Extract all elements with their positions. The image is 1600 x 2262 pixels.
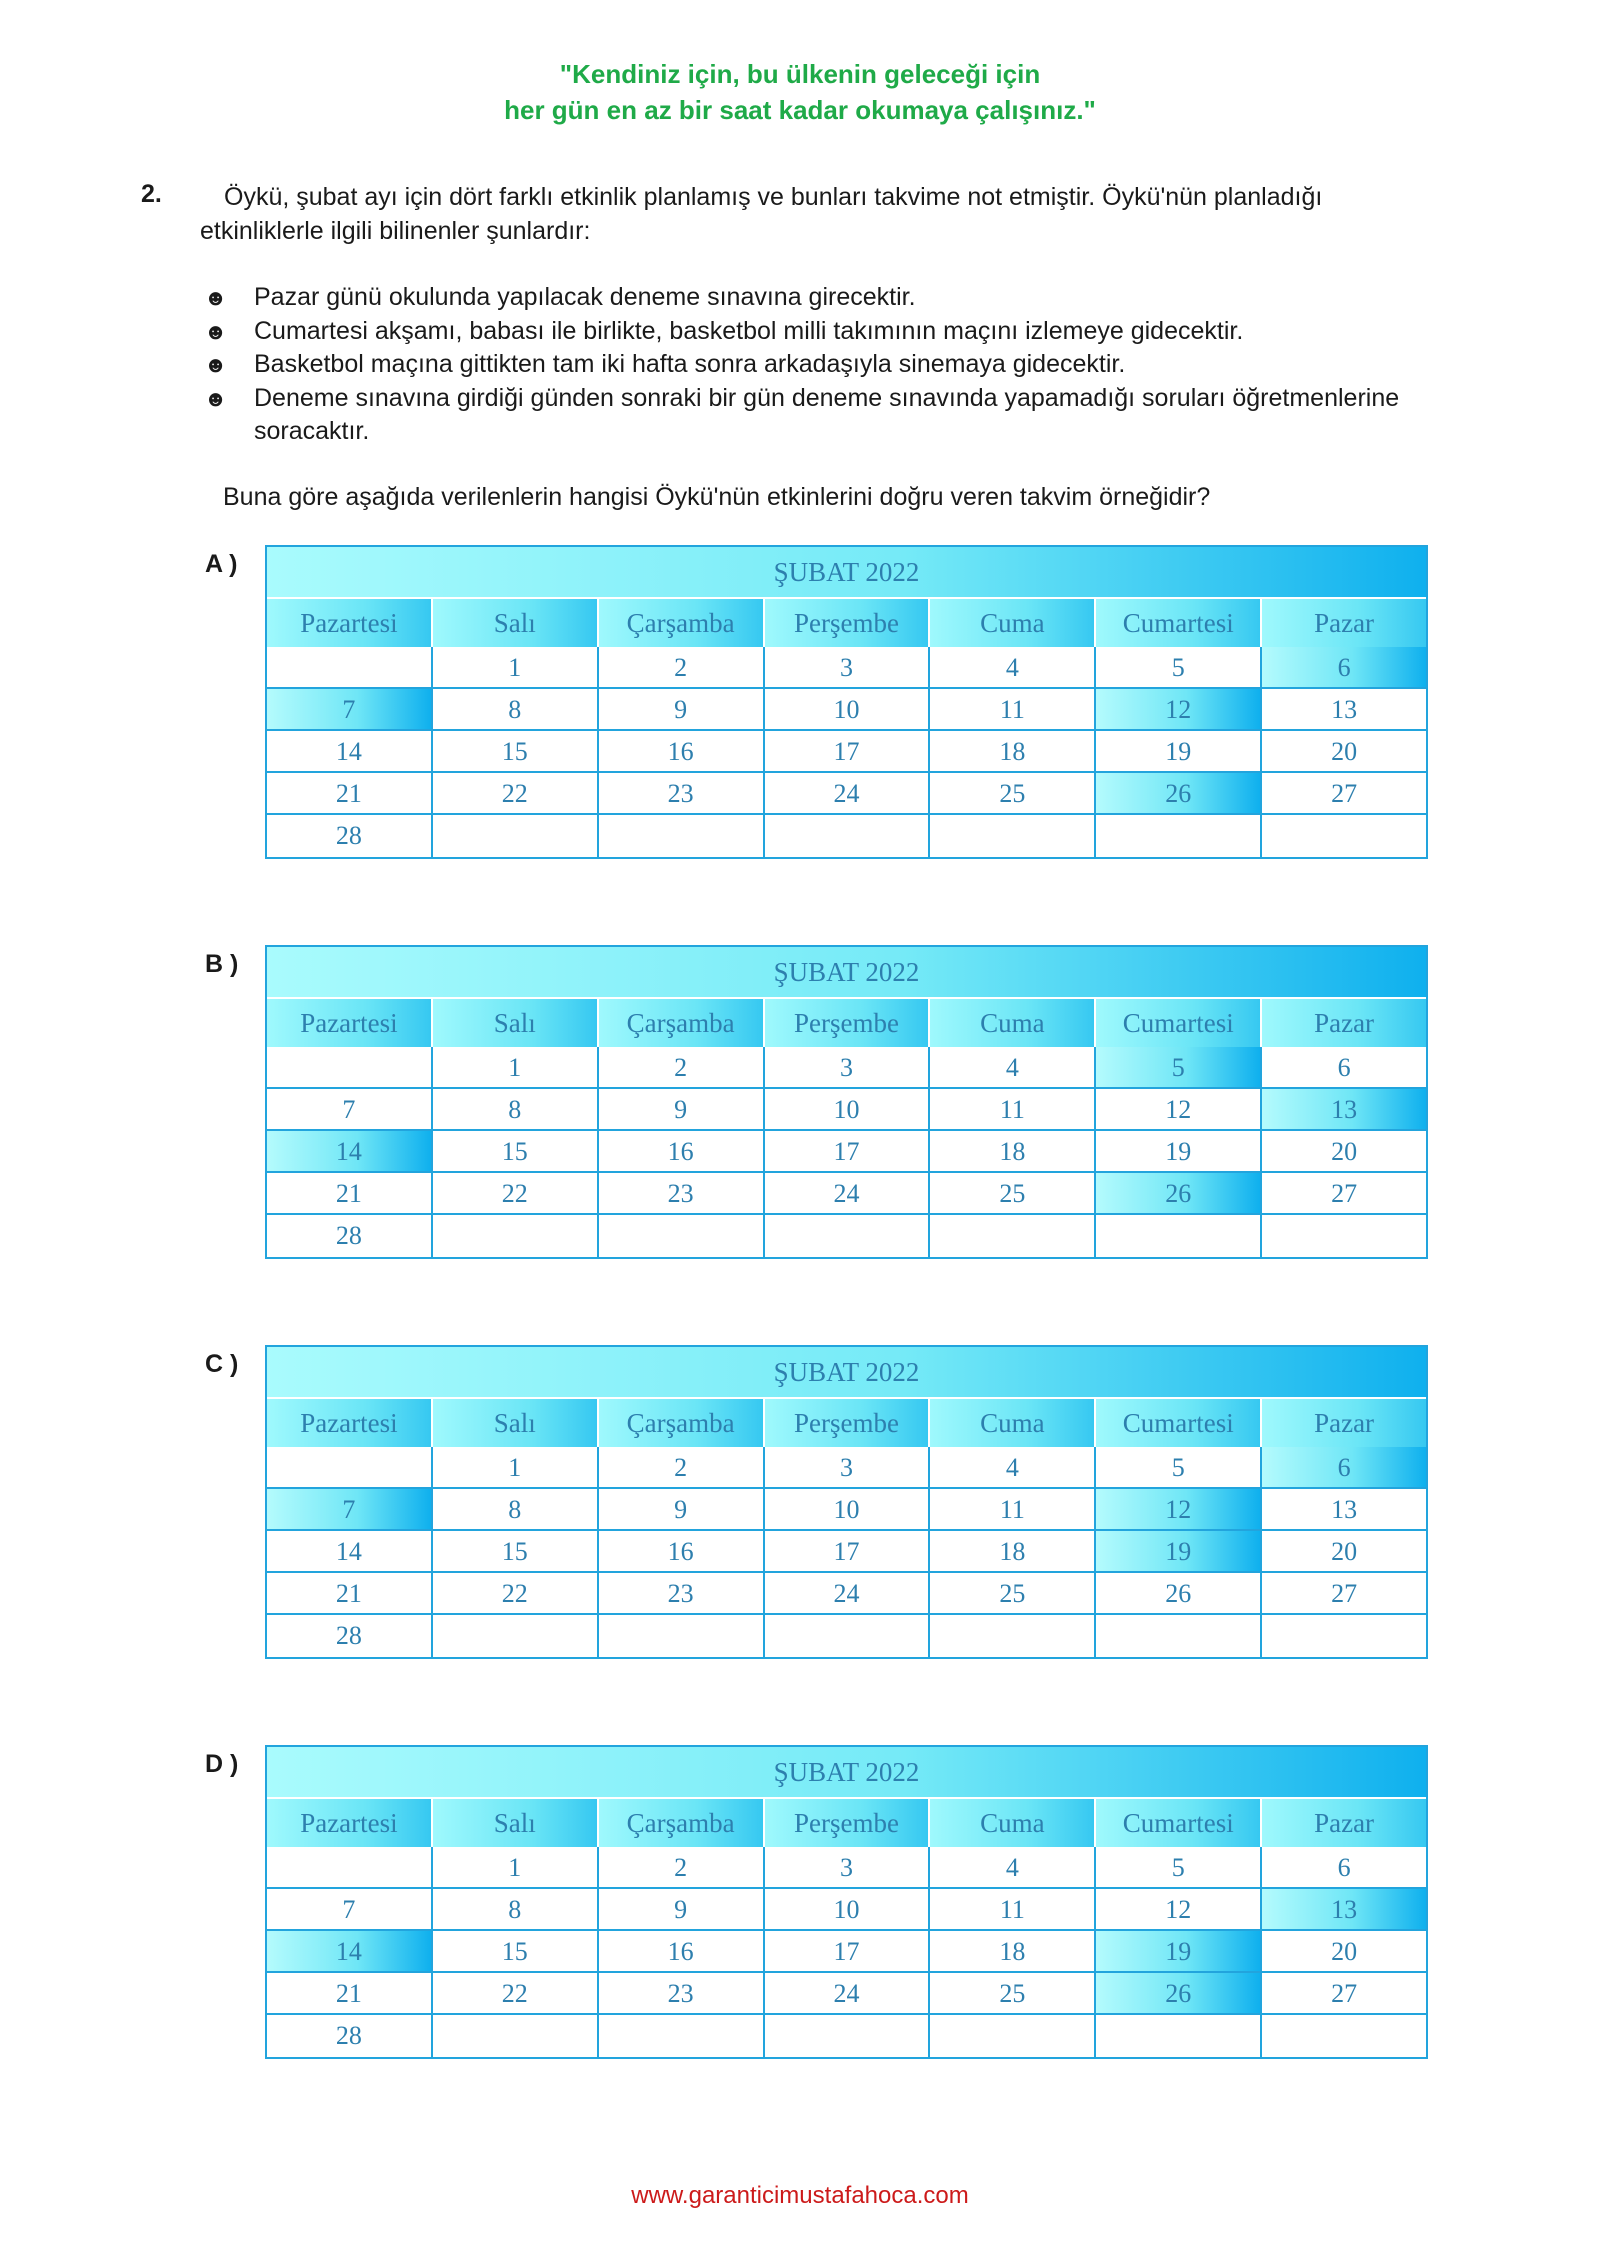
- date-cell: 15: [433, 731, 599, 773]
- date-cell: [1262, 1215, 1426, 1257]
- calendar-week-row: [267, 815, 1426, 857]
- calendar-week-row: [267, 689, 1426, 731]
- list-item: [204, 382, 1444, 449]
- date-cell: [433, 815, 599, 857]
- date-cell: 23: [599, 1573, 765, 1615]
- date-cell: 1: [433, 1047, 599, 1089]
- date-cell: 17: [765, 731, 931, 773]
- date-cell: [267, 647, 433, 689]
- highlighted-date-cell: 14: [267, 1931, 433, 1973]
- date-cell: 10: [765, 1889, 931, 1931]
- date-cell: [765, 1615, 931, 1657]
- weekday-header: Pazartesi: [267, 1799, 433, 1847]
- date-cell: 11: [930, 689, 1096, 731]
- highlighted-date-cell: 26: [1096, 1173, 1262, 1215]
- date-cell: 20: [1262, 731, 1426, 773]
- calendar-week-row: [267, 1973, 1426, 2015]
- date-cell: 8: [433, 689, 599, 731]
- date-cell: 1: [433, 647, 599, 689]
- date-cell: [765, 1215, 931, 1257]
- calendar-week-row: [267, 1131, 1426, 1173]
- date-cell: 11: [930, 1889, 1096, 1931]
- date-cell: 17: [765, 1931, 931, 1973]
- date-cell: 6: [1262, 1047, 1426, 1089]
- date-cell: 27: [1262, 773, 1426, 815]
- date-cell: 25: [930, 773, 1096, 815]
- list-item: [204, 315, 1444, 349]
- weekday-header: Çarşamba: [599, 1399, 765, 1447]
- list-item: [204, 281, 1444, 315]
- date-cell: 17: [765, 1131, 931, 1173]
- date-cell: 20: [1262, 1931, 1426, 1973]
- date-cell: 25: [930, 1973, 1096, 2015]
- date-cell: 4: [930, 1047, 1096, 1089]
- option-b-label[interactable]: B ): [205, 950, 239, 978]
- date-cell: 16: [599, 1931, 765, 1973]
- weekday-header: Çarşamba: [599, 599, 765, 647]
- weekday-header: Cumartesi: [1096, 999, 1262, 1047]
- date-cell: 13: [1262, 689, 1426, 731]
- date-cell: 22: [433, 773, 599, 815]
- list-item: [204, 348, 1444, 382]
- weekday-header: Perşembe: [765, 999, 931, 1047]
- date-cell: 27: [1262, 1573, 1426, 1615]
- date-cell: 25: [930, 1573, 1096, 1615]
- highlighted-date-cell: 19: [1096, 1531, 1262, 1573]
- date-cell: 24: [765, 773, 931, 815]
- calendar-week-row: [267, 1173, 1426, 1215]
- date-cell: [1262, 1615, 1426, 1657]
- date-cell: 24: [765, 1573, 931, 1615]
- date-cell: 18: [930, 731, 1096, 773]
- highlighted-date-cell: 26: [1096, 1973, 1262, 2015]
- date-cell: 1: [433, 1847, 599, 1889]
- date-cell: 16: [599, 1131, 765, 1173]
- date-cell: [599, 1615, 765, 1657]
- calendar-option-a: [265, 545, 1428, 859]
- date-cell: 24: [765, 1973, 931, 2015]
- highlighted-date-cell: 12: [1096, 1489, 1262, 1531]
- date-cell: 9: [599, 689, 765, 731]
- date-cell: [930, 815, 1096, 857]
- date-cell: 11: [930, 1489, 1096, 1531]
- calendar-week-row: [267, 773, 1426, 815]
- highlighted-date-cell: 19: [1096, 1931, 1262, 1973]
- option-c-label[interactable]: C ): [205, 1350, 239, 1378]
- date-cell: [433, 2015, 599, 2057]
- date-cell: [1096, 1215, 1262, 1257]
- date-cell: 27: [1262, 1973, 1426, 2015]
- date-cell: 28: [267, 815, 433, 857]
- weekday-header: Perşembe: [765, 1799, 931, 1847]
- date-cell: 28: [267, 2015, 433, 2057]
- date-cell: [599, 1215, 765, 1257]
- weekday-header: Cuma: [930, 1399, 1096, 1447]
- date-cell: 28: [267, 1215, 433, 1257]
- date-cell: 15: [433, 1531, 599, 1573]
- calendar-week-row: [267, 647, 1426, 689]
- date-cell: 8: [433, 1889, 599, 1931]
- date-cell: 3: [765, 1047, 931, 1089]
- calendar-weekday-row: [267, 599, 1426, 647]
- date-cell: 23: [599, 773, 765, 815]
- date-cell: 21: [267, 773, 433, 815]
- calendar-option-d: [265, 1745, 1428, 2059]
- date-cell: [599, 2015, 765, 2057]
- weekday-header: Pazartesi: [267, 1399, 433, 1447]
- date-cell: 1: [433, 1447, 599, 1489]
- question-intro-text: Öykü, şubat ayı için dört farklı etkinlik planlamış ve bunları takvime not etmiştir. Öykü'nün planladığı etkinliklerle ilgili bilinenler şunlardır:: [200, 183, 1323, 245]
- date-cell: 14: [267, 1531, 433, 1573]
- calendar-weekday-row: [267, 1799, 1426, 1847]
- date-cell: 5: [1096, 1847, 1262, 1889]
- date-cell: [433, 1615, 599, 1657]
- date-cell: [1096, 815, 1262, 857]
- bullet-text: Basketbol maçına gittikten tam iki hafta sonra arkadaşıyla sinemaya gidecektir.: [254, 350, 1126, 378]
- question-number: 2.: [141, 180, 162, 208]
- bullet-text: Pazar günü okulunda yapılacak deneme sınavına girecektir.: [254, 283, 916, 311]
- smiley-icon: ☻: [204, 318, 228, 344]
- highlighted-date-cell: 5: [1096, 1047, 1262, 1089]
- weekday-header: Pazar: [1262, 599, 1426, 647]
- weekday-header: Salı: [433, 999, 599, 1047]
- date-cell: 18: [930, 1531, 1096, 1573]
- calendar-week-row: [267, 1847, 1426, 1889]
- date-cell: 8: [433, 1489, 599, 1531]
- weekday-header: Çarşamba: [599, 999, 765, 1047]
- date-cell: [765, 815, 931, 857]
- date-cell: 4: [930, 1847, 1096, 1889]
- highlighted-date-cell: 6: [1262, 1447, 1426, 1489]
- weekday-header: Cuma: [930, 999, 1096, 1047]
- weekday-header: Pazar: [1262, 1399, 1426, 1447]
- calendar-weekday-row: [267, 999, 1426, 1047]
- smiley-icon: ☻: [204, 285, 228, 310]
- date-cell: 9: [599, 1889, 765, 1931]
- date-cell: [599, 815, 765, 857]
- date-cell: 22: [433, 1173, 599, 1215]
- weekday-header: Pazartesi: [267, 999, 433, 1047]
- highlighted-date-cell: 7: [267, 689, 433, 731]
- date-cell: [1096, 2015, 1262, 2057]
- bullet-text: Cumartesi akşamı, babası ile birlikte, basketbol milli takımının maçını izlemeye gidecektir.: [254, 316, 1244, 345]
- weekday-header: Pazartesi: [267, 599, 433, 647]
- date-cell: [267, 1847, 433, 1889]
- calendar-title: ŞUBAT 2022: [267, 547, 1426, 599]
- weekday-header: Salı: [433, 1799, 599, 1847]
- date-cell: [267, 1047, 433, 1089]
- date-cell: 20: [1262, 1531, 1426, 1573]
- date-cell: 7: [267, 1089, 433, 1131]
- date-cell: 12: [1096, 1089, 1262, 1131]
- weekday-header: Perşembe: [765, 1399, 931, 1447]
- date-cell: [433, 1215, 599, 1257]
- date-cell: 10: [765, 1489, 931, 1531]
- footer-url: www.garanticimustafahoca.com: [631, 2182, 969, 2209]
- calendar-week-row: [267, 1931, 1426, 1973]
- highlighted-date-cell: 13: [1262, 1889, 1426, 1931]
- question-intro: [200, 180, 1430, 248]
- highlighted-date-cell: 7: [267, 1489, 433, 1531]
- date-cell: 7: [267, 1889, 433, 1931]
- weekday-header: Salı: [433, 1399, 599, 1447]
- date-cell: 25: [930, 1173, 1096, 1215]
- weekday-header: Perşembe: [765, 599, 931, 647]
- calendar-option-b: [265, 945, 1428, 1259]
- date-cell: 23: [599, 1173, 765, 1215]
- calendar-week-row: [267, 1615, 1426, 1657]
- date-cell: 12: [1096, 1889, 1262, 1931]
- date-cell: 4: [930, 1447, 1096, 1489]
- date-cell: 2: [599, 647, 765, 689]
- date-cell: 20: [1262, 1131, 1426, 1173]
- date-cell: 22: [433, 1973, 599, 2015]
- calendar-week-row: [267, 2015, 1426, 2057]
- date-cell: 23: [599, 1973, 765, 2015]
- date-cell: 4: [930, 647, 1096, 689]
- date-cell: 3: [765, 1847, 931, 1889]
- weekday-header: Pazar: [1262, 1799, 1426, 1847]
- date-cell: 15: [433, 1131, 599, 1173]
- date-cell: 21: [267, 1173, 433, 1215]
- calendar-week-row: [267, 1573, 1426, 1615]
- date-cell: 13: [1262, 1489, 1426, 1531]
- date-cell: [1262, 2015, 1426, 2057]
- highlighted-date-cell: 14: [267, 1131, 433, 1173]
- highlighted-date-cell: 26: [1096, 773, 1262, 815]
- weekday-header: Cumartesi: [1096, 1799, 1262, 1847]
- date-cell: 21: [267, 1573, 433, 1615]
- calendar-title: ŞUBAT 2022: [267, 947, 1426, 999]
- date-cell: 3: [765, 1447, 931, 1489]
- date-cell: 16: [599, 1531, 765, 1573]
- option-a-label[interactable]: A ): [205, 550, 238, 578]
- highlighted-date-cell: 6: [1262, 647, 1426, 689]
- weekday-header: Cumartesi: [1096, 1399, 1262, 1447]
- date-cell: 18: [930, 1931, 1096, 1973]
- date-cell: [1096, 1615, 1262, 1657]
- date-cell: 19: [1096, 731, 1262, 773]
- weekday-header: Cuma: [930, 599, 1096, 647]
- calendar-week-row: [267, 1889, 1426, 1931]
- date-cell: 27: [1262, 1173, 1426, 1215]
- date-cell: [1262, 815, 1426, 857]
- date-cell: 21: [267, 1973, 433, 2015]
- date-cell: 22: [433, 1573, 599, 1615]
- calendar-week-row: [267, 1047, 1426, 1089]
- calendar-week-row: [267, 1215, 1426, 1257]
- date-cell: 5: [1096, 647, 1262, 689]
- date-cell: [765, 2015, 931, 2057]
- date-cell: 15: [433, 1931, 599, 1973]
- date-cell: 24: [765, 1173, 931, 1215]
- date-cell: 18: [930, 1131, 1096, 1173]
- date-cell: 10: [765, 1089, 931, 1131]
- calendar-weekday-row: [267, 1399, 1426, 1447]
- weekday-header: Cuma: [930, 1799, 1096, 1847]
- date-cell: 17: [765, 1531, 931, 1573]
- calendar-week-row: [267, 731, 1426, 773]
- highlighted-date-cell: 12: [1096, 689, 1262, 731]
- date-cell: 5: [1096, 1447, 1262, 1489]
- date-cell: [930, 2015, 1096, 2057]
- date-cell: 16: [599, 731, 765, 773]
- calendar-week-row: [267, 1447, 1426, 1489]
- weekday-header: Cumartesi: [1096, 599, 1262, 647]
- weekday-header: Çarşamba: [599, 1799, 765, 1847]
- date-cell: 28: [267, 1615, 433, 1657]
- date-cell: 8: [433, 1089, 599, 1131]
- date-cell: 3: [765, 647, 931, 689]
- date-cell: 10: [765, 689, 931, 731]
- date-cell: 9: [599, 1489, 765, 1531]
- calendar-week-row: [267, 1489, 1426, 1531]
- date-cell: 14: [267, 731, 433, 773]
- smiley-icon: ☻: [204, 352, 228, 377]
- date-cell: 2: [599, 1447, 765, 1489]
- motto-line-2: her gün en az bir saat kadar okumaya çalışınız.": [504, 95, 1096, 125]
- bullet-list: [204, 281, 1444, 449]
- calendar-title: ŞUBAT 2022: [267, 1347, 1426, 1399]
- date-cell: 2: [599, 1847, 765, 1889]
- highlighted-date-cell: 13: [1262, 1089, 1426, 1131]
- motto-quote: [0, 56, 1600, 128]
- bullet-text: Deneme sınavına girdiği günden sonraki bir gün deneme sınavında yapamadığı soruları öğretmenlerine soracaktır.: [254, 383, 1400, 445]
- date-cell: [930, 1615, 1096, 1657]
- calendar-week-row: [267, 1531, 1426, 1573]
- calendar-option-c: [265, 1345, 1428, 1659]
- question-prompt: Buna göre aşağıda verilenlerin hangisi Öykü'nün etkinlerini doğru veren takvim örneğidir?: [223, 483, 1211, 511]
- smiley-icon: ☻: [204, 385, 228, 411]
- motto-line-1: "Kendiniz için, bu ülkenin geleceği için: [559, 59, 1041, 89]
- date-cell: 2: [599, 1047, 765, 1089]
- weekday-header: Pazar: [1262, 999, 1426, 1047]
- calendar-title: ŞUBAT 2022: [267, 1747, 1426, 1799]
- date-cell: 26: [1096, 1573, 1262, 1615]
- calendar-week-row: [267, 1089, 1426, 1131]
- date-cell: 9: [599, 1089, 765, 1131]
- date-cell: [930, 1215, 1096, 1257]
- option-d-label[interactable]: D ): [205, 1750, 239, 1778]
- weekday-header: Salı: [433, 599, 599, 647]
- date-cell: 6: [1262, 1847, 1426, 1889]
- date-cell: [267, 1447, 433, 1489]
- date-cell: 11: [930, 1089, 1096, 1131]
- date-cell: 19: [1096, 1131, 1262, 1173]
